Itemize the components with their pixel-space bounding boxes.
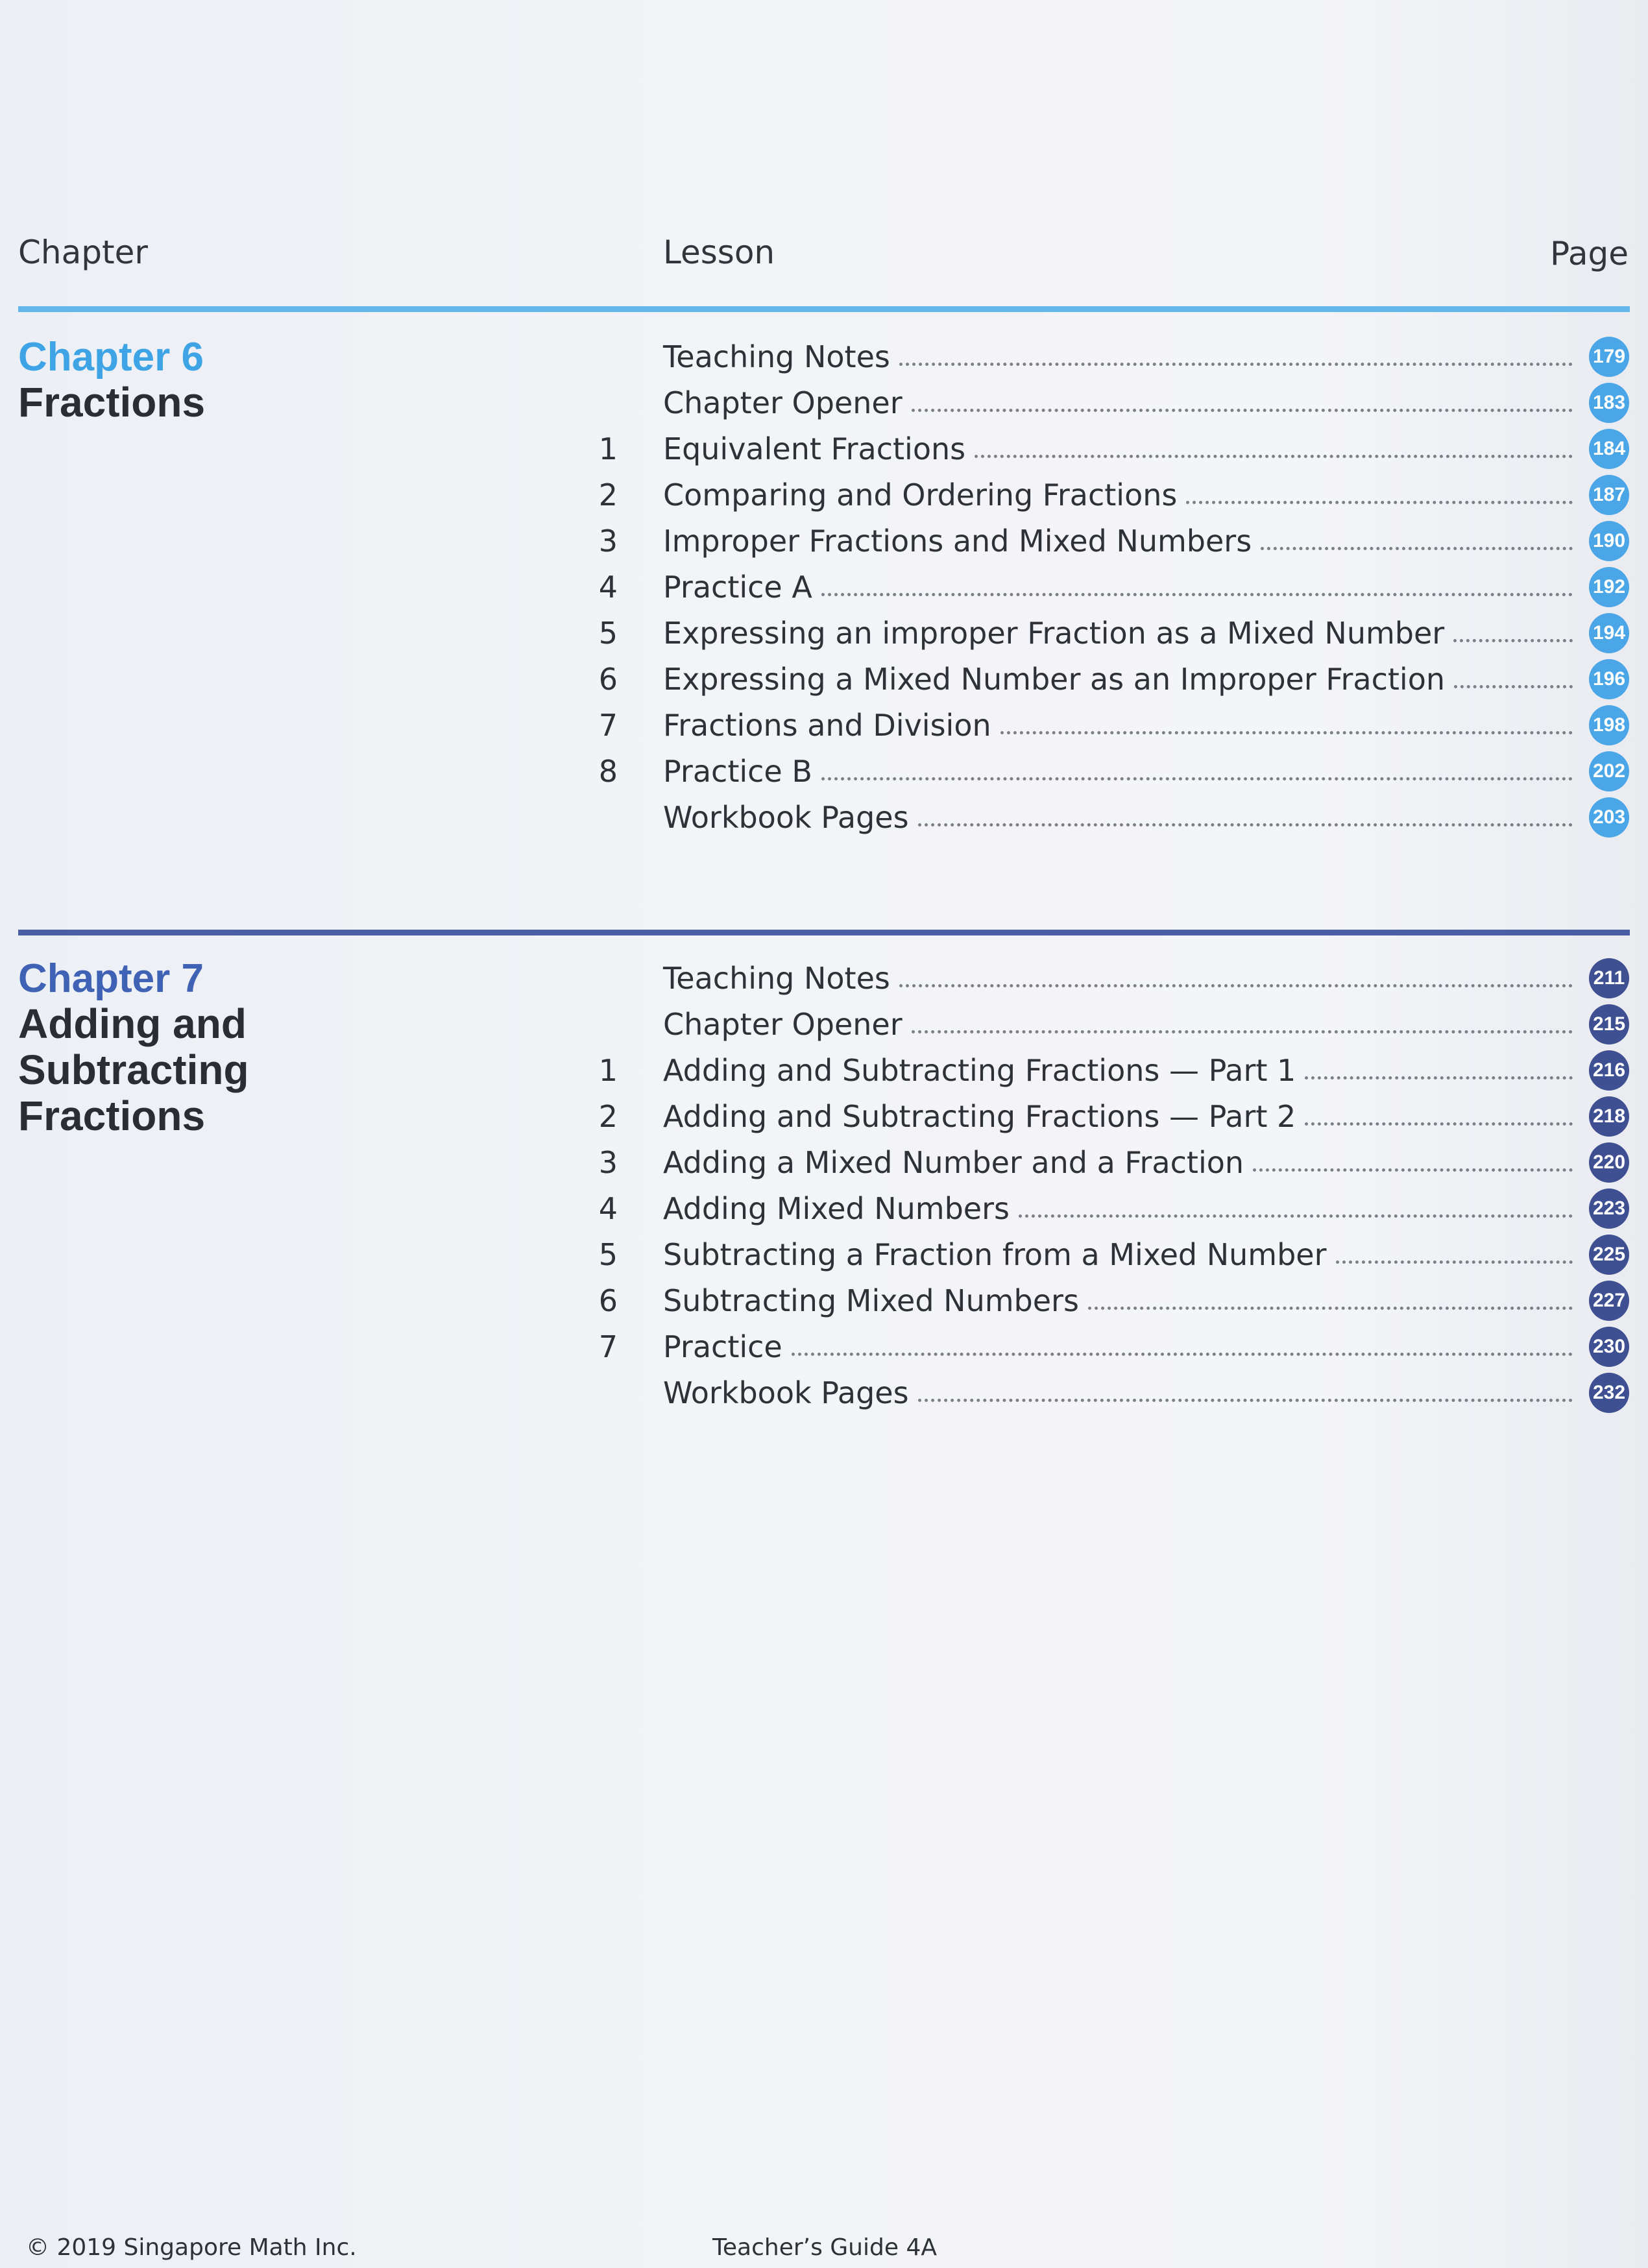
page-number-badge: 225 <box>1589 1235 1629 1275</box>
dot-leader <box>821 777 1573 780</box>
chapter-title-line: Adding and <box>18 1000 247 1047</box>
dot-leader <box>1336 1261 1573 1264</box>
lesson-row <box>0 1140 1648 1186</box>
page-number-badge: 211 <box>1589 958 1629 998</box>
dot-leader <box>1305 1122 1573 1126</box>
lesson-number: 5 <box>598 1237 618 1272</box>
lesson-title: Expressing a Mixed Number as an Improper Fraction <box>663 662 1446 697</box>
chapter-number: Chapter 7 <box>18 956 204 1001</box>
book-title-footer: Teacher’s Guide 4A <box>712 2234 937 2261</box>
lesson-number: 3 <box>598 1145 618 1180</box>
lesson-number: 1 <box>598 431 618 466</box>
lesson-row <box>0 426 1648 472</box>
chapter-title-line: Fractions <box>18 1092 206 1139</box>
page-number-badge: 215 <box>1589 1004 1629 1044</box>
page-column-header: Page <box>1549 235 1629 272</box>
copyright-text: © 2019 Singapore Math Inc. <box>26 2234 357 2261</box>
chapter-title-line: Subtracting <box>18 1046 249 1093</box>
lesson-title: Workbook Pages <box>663 1375 909 1410</box>
dot-leader <box>912 409 1573 412</box>
lesson-row <box>0 1094 1648 1140</box>
page-number-badge: 184 <box>1589 429 1629 469</box>
lesson-number: 2 <box>598 1099 618 1134</box>
lesson-row <box>0 1278 1648 1324</box>
lesson-row <box>0 1324 1648 1370</box>
lesson-title: Adding a Mixed Number and a Fraction <box>663 1145 1244 1180</box>
chapter-divider <box>18 930 1630 935</box>
lesson-row <box>0 1232 1648 1278</box>
page-number-badge: 183 <box>1589 383 1629 423</box>
page-number-badge: 179 <box>1589 337 1629 377</box>
dot-leader <box>975 455 1573 458</box>
lesson-number: 1 <box>598 1053 618 1088</box>
lesson-row <box>0 1186 1648 1232</box>
lesson-row <box>0 703 1648 749</box>
lesson-row <box>0 334 1648 380</box>
lesson-number: 3 <box>598 524 618 559</box>
lesson-title: Expressing an improper Fraction as a Mixed Number <box>663 616 1445 651</box>
lesson-title: Teaching Notes <box>663 339 890 374</box>
page-number-badge: 223 <box>1589 1188 1629 1229</box>
lesson-number: 6 <box>598 1283 618 1318</box>
page-number-badge: 232 <box>1589 1373 1629 1413</box>
page-number-badge: 203 <box>1589 797 1629 838</box>
lesson-row <box>0 472 1648 518</box>
dot-leader <box>918 823 1573 826</box>
lesson-row <box>0 564 1648 610</box>
lesson-title: Improper Fractions and Mixed Numbers <box>663 524 1252 559</box>
dot-leader <box>1019 1214 1573 1218</box>
lesson-title: Workbook Pages <box>663 800 909 835</box>
dot-leader <box>792 1353 1573 1356</box>
lesson-number: 8 <box>598 754 618 789</box>
page-number-badge: 196 <box>1589 659 1629 699</box>
lesson-number: 4 <box>598 570 618 605</box>
lesson-row <box>0 657 1648 703</box>
lesson-number: 5 <box>598 616 618 651</box>
page-number-badge: 216 <box>1589 1050 1629 1091</box>
lesson-column-header: Lesson <box>663 234 775 271</box>
lesson-title: Chapter Opener <box>663 1007 903 1042</box>
page-number-badge: 230 <box>1589 1327 1629 1367</box>
dot-leader <box>1453 639 1573 642</box>
page-number-badge: 198 <box>1589 705 1629 745</box>
page-number-badge: 194 <box>1589 613 1629 653</box>
lesson-number: 6 <box>598 662 618 697</box>
dot-leader <box>918 1399 1573 1402</box>
lesson-title: Chapter Opener <box>663 385 903 420</box>
lesson-row <box>0 380 1648 426</box>
lesson-title: Adding and Subtracting Fractions — Part 2 <box>663 1099 1296 1134</box>
dot-leader <box>1253 1168 1573 1172</box>
lesson-title: Subtracting Mixed Numbers <box>663 1283 1079 1318</box>
table-header <box>0 227 1648 279</box>
dot-leader <box>1186 501 1573 504</box>
lesson-title: Adding and Subtracting Fractions — Part 1 <box>663 1053 1296 1088</box>
lesson-title: Practice A <box>663 570 812 605</box>
lesson-title: Practice B <box>663 754 812 789</box>
lesson-row <box>0 1002 1648 1048</box>
chapter-title-line: Fractions <box>18 379 206 426</box>
lesson-row <box>0 749 1648 795</box>
lesson-number: 4 <box>598 1191 618 1226</box>
page-number-badge: 202 <box>1589 751 1629 791</box>
dot-leader <box>1454 685 1573 688</box>
dot-leader <box>912 1030 1573 1033</box>
dot-leader <box>1261 547 1573 550</box>
dot-leader <box>1000 731 1573 734</box>
lesson-title: Equivalent Fractions <box>663 431 966 466</box>
chapter-column-header: Chapter <box>18 234 148 271</box>
chapter-number: Chapter 6 <box>18 335 204 380</box>
lesson-row <box>0 956 1648 1002</box>
dot-leader <box>899 984 1573 987</box>
lesson-number: 7 <box>598 1329 618 1364</box>
dot-leader <box>1305 1076 1573 1080</box>
lesson-title: Practice <box>663 1329 782 1364</box>
lesson-number: 2 <box>598 477 618 513</box>
lesson-row <box>0 795 1648 841</box>
page-number-badge: 190 <box>1589 521 1629 561</box>
dot-leader <box>1088 1307 1573 1310</box>
page-number-badge: 227 <box>1589 1281 1629 1321</box>
lesson-row <box>0 518 1648 564</box>
page-number-badge: 220 <box>1589 1142 1629 1183</box>
lesson-row <box>0 1048 1648 1094</box>
lesson-title: Teaching Notes <box>663 961 890 996</box>
lesson-row <box>0 610 1648 657</box>
lesson-title: Adding Mixed Numbers <box>663 1191 1010 1226</box>
lesson-title: Fractions and Division <box>663 708 991 743</box>
header-divider <box>18 306 1630 312</box>
dot-leader <box>821 593 1573 596</box>
lesson-row <box>0 1370 1648 1416</box>
page-number-badge: 187 <box>1589 475 1629 515</box>
lesson-number: 7 <box>598 708 618 743</box>
lesson-title: Subtracting a Fraction from a Mixed Number <box>663 1237 1327 1272</box>
dot-leader <box>899 363 1573 366</box>
page-number-badge: 218 <box>1589 1096 1629 1137</box>
lesson-title: Comparing and Ordering Fractions <box>663 477 1178 513</box>
page-number-badge: 192 <box>1589 567 1629 607</box>
